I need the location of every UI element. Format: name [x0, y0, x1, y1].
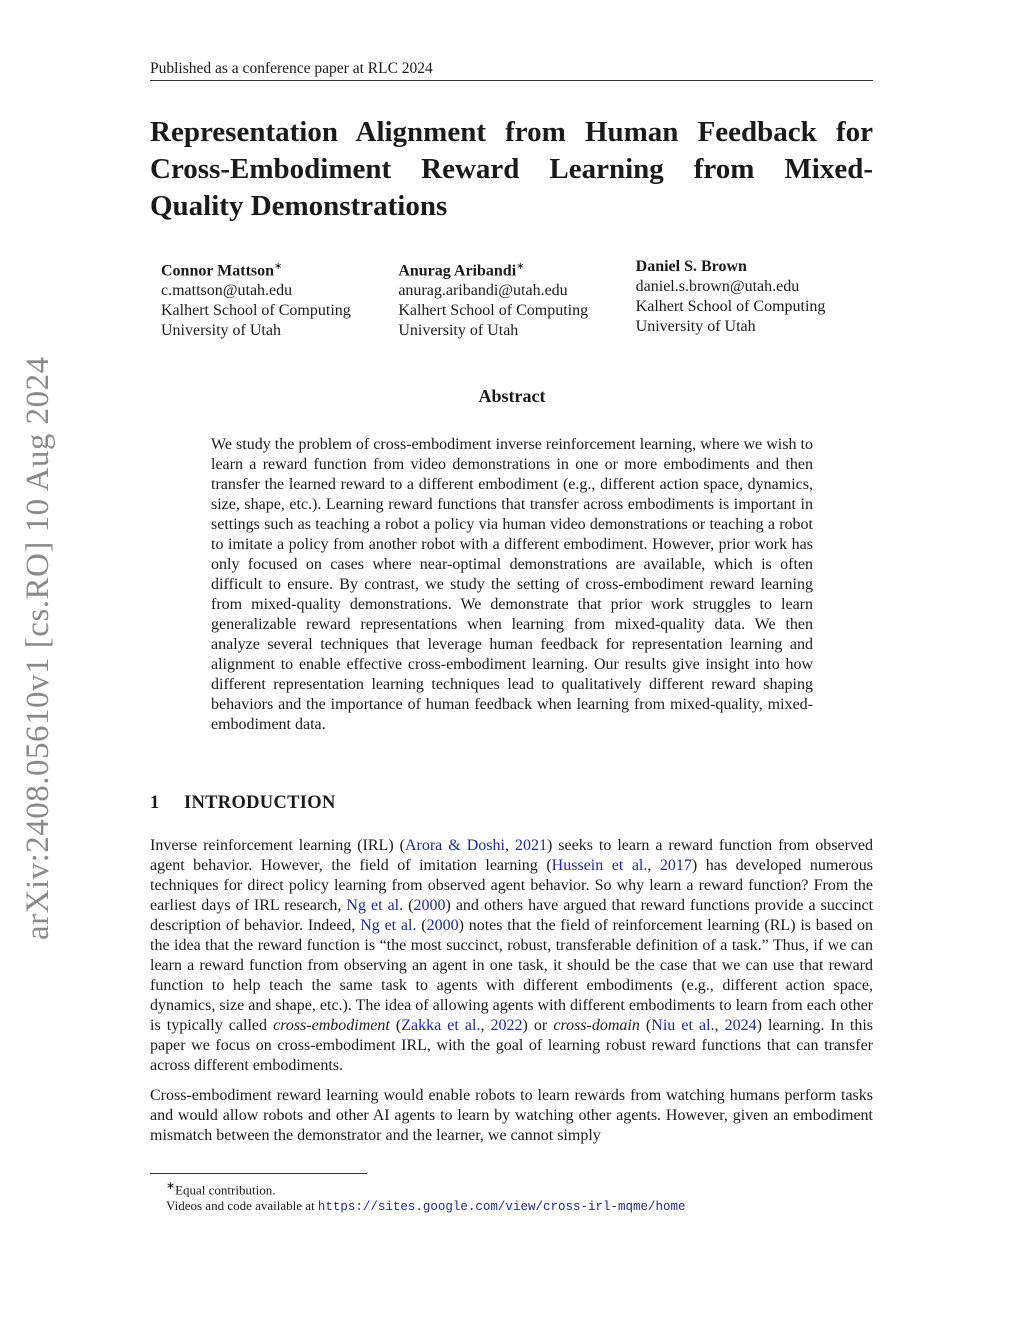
footnote-equal: Equal contribution.	[175, 1182, 276, 1198]
citation-link[interactable]: Niu et al.	[651, 1017, 715, 1034]
citation-link[interactable]: Hussein et al.	[551, 857, 648, 874]
paragraph: Cross-embodiment reward learning would enable robots to learn rewards from watching humans perform tasks and would allow robots and other AI agents to learn by watching other agents. However, given an embodiment mismatch between the demonstrator and the learner, we cannot simply	[150, 1087, 873, 1144]
text: ) and others have argued that reward functions provide a succinct description of behavior. Indeed,	[150, 897, 874, 934]
text: ) or	[522, 1017, 554, 1034]
citation-year-link[interactable]: 2000	[413, 897, 446, 914]
emphasis: cross-domain	[553, 1017, 640, 1034]
citation-year-link[interactable]: 2021	[514, 837, 547, 854]
project-url-link[interactable]: https://sites.google.com/view/cross-irl-mqme/home	[317, 1200, 686, 1215]
citation-year-link[interactable]: 2017	[659, 857, 692, 874]
citation-link[interactable]: Arora & Doshi	[404, 837, 505, 854]
author-name: Connor Mattson	[161, 262, 275, 280]
author-univ: University of Utah	[161, 322, 281, 340]
citation-link[interactable]: Ng et al.	[360, 917, 417, 934]
author-dept: Kalhert School of Computing	[635, 298, 826, 315]
text: (	[403, 897, 414, 914]
footnotes	[150, 1178, 685, 1215]
emphasis: cross-embodiment	[273, 1017, 390, 1034]
text: (	[639, 1017, 652, 1034]
author-name: Daniel S. Brown	[635, 258, 747, 275]
author-email: anurag.aribandi@utah.edu	[398, 282, 568, 300]
author-list	[161, 257, 873, 341]
abstract-text: We study the problem of cross-embodiment inverse reinforcement learning, where we wish to learn a reward function from video demonstrations in one or more embodiments and then transfer the learned reward to a different embodiment (e.g., different action space, dynamics, size, shape, etc.). Learning reward functions that transfer across embodiments is important in settings such as teaching a robot a policy via human video demonstrations or teaching a robot to imitate a policy from another robot with a different embodiment. However, prior work has only focused on cases where near-optimal demonstrations are available, which is often difficult to ensure. By contrast, we study the setting of cross-embodiment reward learning from mixed-quality demonstrations. We demonstrate that prior work struggles to learn generalizable reward representations when learning from mixed-quality data. We then analyze several techniques that leverage human feedback for representation learning and alignment to enable effective cross-embodiment learning. Our results give insight into how different representation learning techniques lead to qualitatively different reward shaping behaviors and the importance of human feedback when learning from mixed-quality, mixed-embodiment data.	[211, 436, 813, 733]
author-block	[398, 257, 635, 341]
author-email: daniel.s.brown@utah.edu	[635, 278, 800, 295]
author-univ: University of Utah	[398, 322, 519, 340]
text: ) seeks to learn a reward function from observed agent behavior. However, the field of imitation learning (	[150, 837, 874, 874]
author-block	[636, 257, 873, 341]
arxiv-stamp: arXiv:2408.05610v1 [cs.RO] 10 Aug 2024	[20, 356, 56, 940]
author-univ: University of Utah	[635, 318, 756, 335]
footnote-videos: Videos and code available at	[166, 1198, 318, 1214]
intro-body	[150, 836, 873, 1156]
author-email: c.mattson@utah.edu	[161, 282, 293, 300]
author-block	[161, 257, 398, 341]
author-dept: Kalhert School of Computing	[398, 302, 589, 320]
citation-year-link[interactable]: 2024	[724, 1017, 757, 1034]
paper-title: Representation Alignment from Human Feedback for Cross-Embodiment Reward Learning from Mixed-Quality Demonstrations	[150, 116, 873, 222]
text: ,	[714, 1017, 725, 1034]
equal-contribution-mark: ∗	[274, 261, 283, 272]
text: ,	[647, 857, 660, 874]
footnote-mark: ∗	[166, 1180, 176, 1192]
text: ) has developed numerous techniques for direct policy learning from observed agent behavior. So why learn a reward function? From the earliest days of IRL research,	[150, 857, 873, 914]
paragraph	[150, 836, 873, 1076]
text: ,	[480, 1017, 491, 1034]
abstract-heading: Abstract	[478, 386, 546, 406]
text: ) notes that the field of reinforcement learning (RL) is based on the idea that the reward function is “the most succinct, robust, transferable definition of a task.” Thus, if we can learn a reward function from observing an agent in one task, it should be the case that we can use that reward function to help teach the same task to agents with different embodiments (e.g., different action space, dynamics, size and shape, etc.). The idea of allowing agents with different embodiments to learn from each other is typically called	[150, 917, 874, 1034]
footnote-rule	[150, 1173, 367, 1174]
citation-link[interactable]: Ng et al.	[346, 897, 404, 914]
author-name: Anurag Aribandi	[398, 262, 517, 280]
section-title: INTRODUCTION	[184, 793, 336, 813]
section-heading	[150, 793, 336, 814]
text: ) learning. In this paper we focus on cross-embodiment IRL, with the goal of learning robust reward functions that can transfer across different embodiments.	[150, 1017, 874, 1074]
author-dept: Kalhert School of Computing	[161, 302, 351, 320]
running-header: Published as a conference paper at RLC 2024	[150, 60, 873, 81]
section-number: 1	[150, 793, 160, 813]
citation-year-link[interactable]: 2000	[426, 917, 459, 934]
text: (	[389, 1017, 402, 1034]
text: ,	[504, 837, 515, 854]
text: (	[416, 917, 427, 934]
citation-year-link[interactable]: 2022	[490, 1017, 523, 1034]
citation-link[interactable]: Zakka et al.	[401, 1017, 481, 1034]
equal-contribution-mark: ∗	[516, 261, 525, 272]
text: Inverse reinforcement learning (IRL) (	[150, 837, 405, 854]
